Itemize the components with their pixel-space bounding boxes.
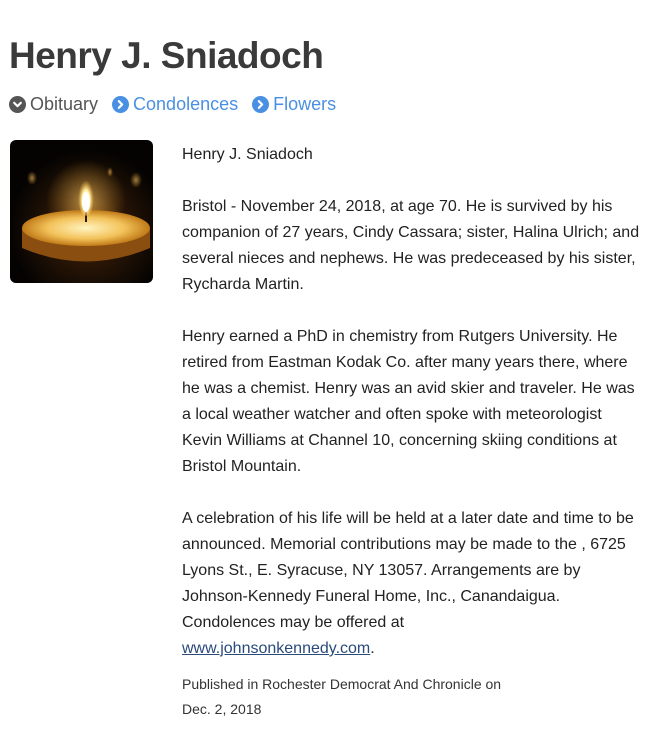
link-suffix: . [370,640,375,657]
chevron-down-icon [9,96,26,113]
candle-photo [10,140,153,283]
page-title: Henry J. Sniadoch [9,35,324,76]
article-paragraph-text: A celebration of his life will be held at a later date and time to be announced. Memorial contributions may be made to the , 6725 Lyons St., E. Syracuse, NY 13057. Arrangements are by Johnson-Kennedy Funeral Home, Inc., Canandaigua. Condolences may be offered at [182,510,634,631]
tab-label: Flowers [273,94,337,114]
chevron-right-icon [252,96,269,113]
chevron-right-icon [112,96,129,113]
published-line: Published in Rochester Democrat And Chronicle on [182,676,502,692]
article-paragraph [182,506,642,662]
funeral-home-link[interactable]: www.johnsonkennedy.com [182,640,371,657]
article-paragraph: Bristol - November 24, 2018, at age 70. He is survived by his companion of 27 years, Cindy Cassara; sister, Halina Ulrich; and several nieces and nephews. He was predeceased by his sister, Rycharda Martin. [182,198,640,293]
tab-bar [9,93,336,115]
candle-icon [10,140,153,283]
tab-flowers[interactable] [252,93,336,115]
tab-condolences[interactable] [112,93,238,115]
obituary-article [182,142,642,722]
tab-label: Condolences [133,94,239,114]
article-name: Henry J. Sniadoch [182,146,313,163]
article-paragraph: Henry earned a PhD in chemistry from Rutgers University. He retired from Eastman Kodak Co. after many years there, where he was a chemist. Henry was an avid skier and traveler. He was a local weather watcher and often spoke with meteorologist Kevin Williams at Channel 10, concerning skiing conditions at Bristol Mountain. [182,328,635,475]
published-info [182,672,642,722]
tab-obituary[interactable] [9,93,98,115]
tab-label: Obituary [30,94,99,114]
published-date: Dec. 2, 2018 [182,701,262,717]
